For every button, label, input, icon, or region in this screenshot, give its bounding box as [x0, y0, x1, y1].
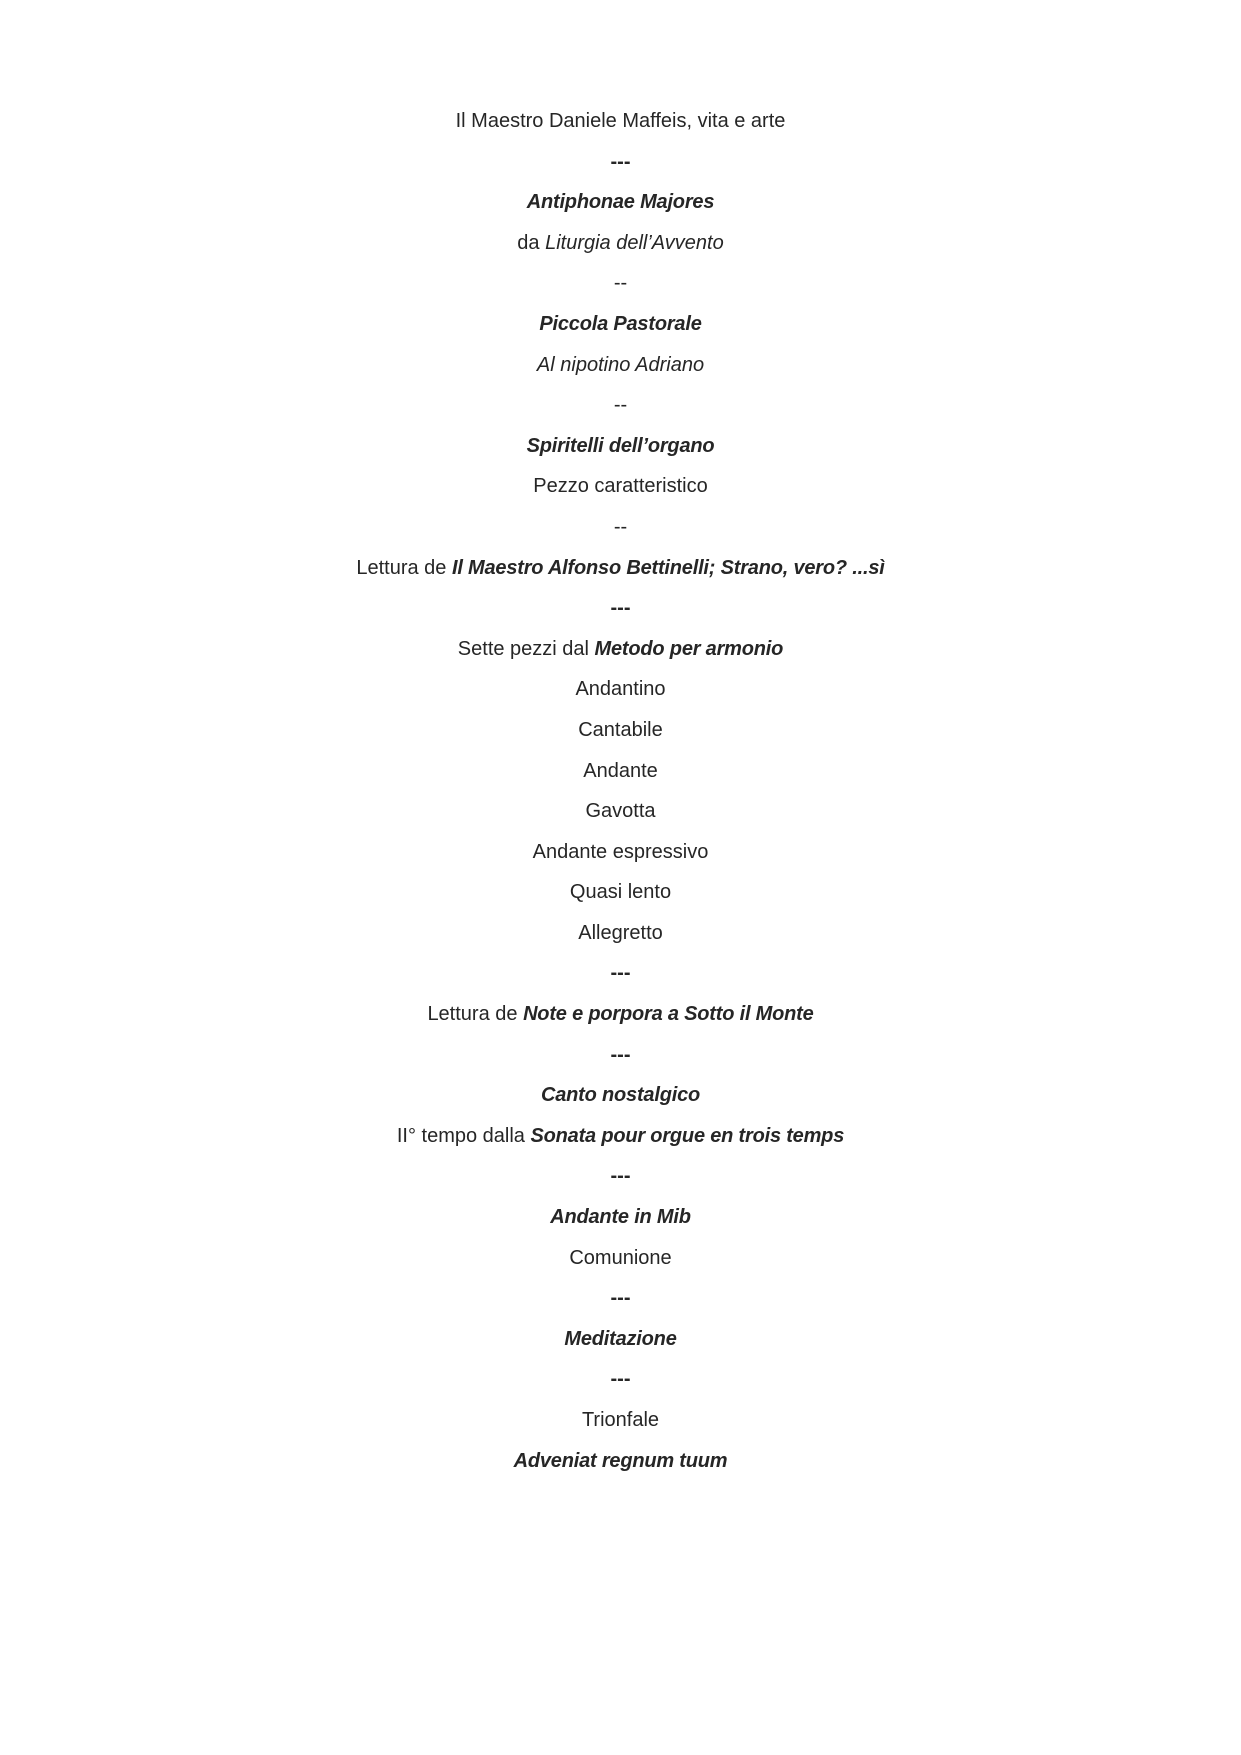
program-line	[0, 913, 1241, 954]
text-run: Meditazione	[564, 1327, 677, 1350]
text-run: Gavotta	[585, 800, 656, 823]
separator-line	[0, 142, 1241, 183]
text-run: Metodo per armonio	[594, 637, 784, 660]
separator-line	[0, 1035, 1241, 1076]
separator-line	[0, 1359, 1241, 1400]
text-run: --	[613, 515, 628, 538]
text-run: ---	[610, 962, 631, 985]
text-run: Sonata pour orgue en trois temps	[530, 1124, 845, 1147]
separator-line	[0, 953, 1241, 994]
text-run: Il Maestro Daniele Maffeis, vita e arte	[455, 110, 786, 132]
program-line	[0, 791, 1241, 832]
program-line	[0, 1197, 1241, 1238]
program-line	[0, 304, 1241, 345]
text-run: Andante	[583, 759, 658, 782]
program-line	[0, 669, 1241, 710]
text-run: Pezzo caratteristico	[533, 475, 708, 498]
text-run: da	[517, 231, 546, 254]
text-run: Liturgia dell’Avvento	[545, 231, 724, 254]
text-run: Piccola Pastorale	[539, 312, 702, 335]
text-run: Andante espressivo	[532, 840, 709, 863]
text-run: Trionfale	[581, 1409, 660, 1431]
text-run: ---	[610, 1287, 631, 1310]
program-line	[0, 223, 1241, 264]
program-line	[0, 1400, 1241, 1441]
text-run: Cantabile	[578, 718, 663, 741]
text-run: Adveniat regnum tuum	[513, 1449, 728, 1472]
program-line	[0, 832, 1241, 873]
text-run: Il Maestro Alfonso Bettinelli; Strano, vero? ...sì	[451, 556, 885, 579]
text-run: ---	[610, 1368, 631, 1391]
text-run: Quasi lento	[569, 881, 672, 904]
program-line	[0, 872, 1241, 913]
text-run: Al nipotino Adriano	[536, 353, 705, 376]
text-run: Comunione	[569, 1246, 672, 1269]
text-run: Andantino	[575, 678, 666, 701]
text-run: Spiritelli dell’organo	[526, 434, 715, 457]
text-run: Antiphonae Majores	[526, 191, 715, 214]
text-run: Lettura de	[356, 556, 452, 579]
text-run: ---	[610, 597, 631, 620]
program-line	[0, 345, 1241, 386]
program-line	[0, 751, 1241, 792]
program-line	[0, 1441, 1241, 1482]
text-run: II° tempo dalla	[396, 1124, 531, 1147]
separator-line	[0, 507, 1241, 548]
program-title-line	[0, 101, 1241, 142]
separator-line	[0, 588, 1241, 629]
program-line	[0, 548, 1241, 589]
text-run: Andante in Mib	[550, 1206, 691, 1229]
text-run: ---	[610, 1165, 631, 1188]
text-run: ---	[610, 150, 631, 173]
program-line	[0, 710, 1241, 751]
separator-line	[0, 1278, 1241, 1319]
program-line	[0, 182, 1241, 223]
text-run: Allegretto	[578, 921, 663, 944]
program-line	[0, 1116, 1241, 1157]
text-run: ---	[610, 1043, 631, 1066]
program-line	[0, 1075, 1241, 1116]
text-run: --	[613, 272, 628, 295]
text-run: --	[613, 394, 628, 417]
text-run: Sette pezzi dal	[457, 637, 595, 660]
program-line	[0, 426, 1241, 467]
text-run: Canto nostalgico	[540, 1084, 701, 1107]
text-run: Lettura de	[427, 1003, 524, 1026]
program-line	[0, 1238, 1241, 1279]
separator-line	[0, 263, 1241, 304]
text-run: Note e porpora a Sotto il Monte	[523, 1003, 814, 1026]
program-line	[0, 994, 1241, 1035]
separator-line	[0, 385, 1241, 426]
separator-line	[0, 1156, 1241, 1197]
program-line	[0, 1319, 1241, 1360]
program-line	[0, 629, 1241, 670]
program-line	[0, 466, 1241, 507]
